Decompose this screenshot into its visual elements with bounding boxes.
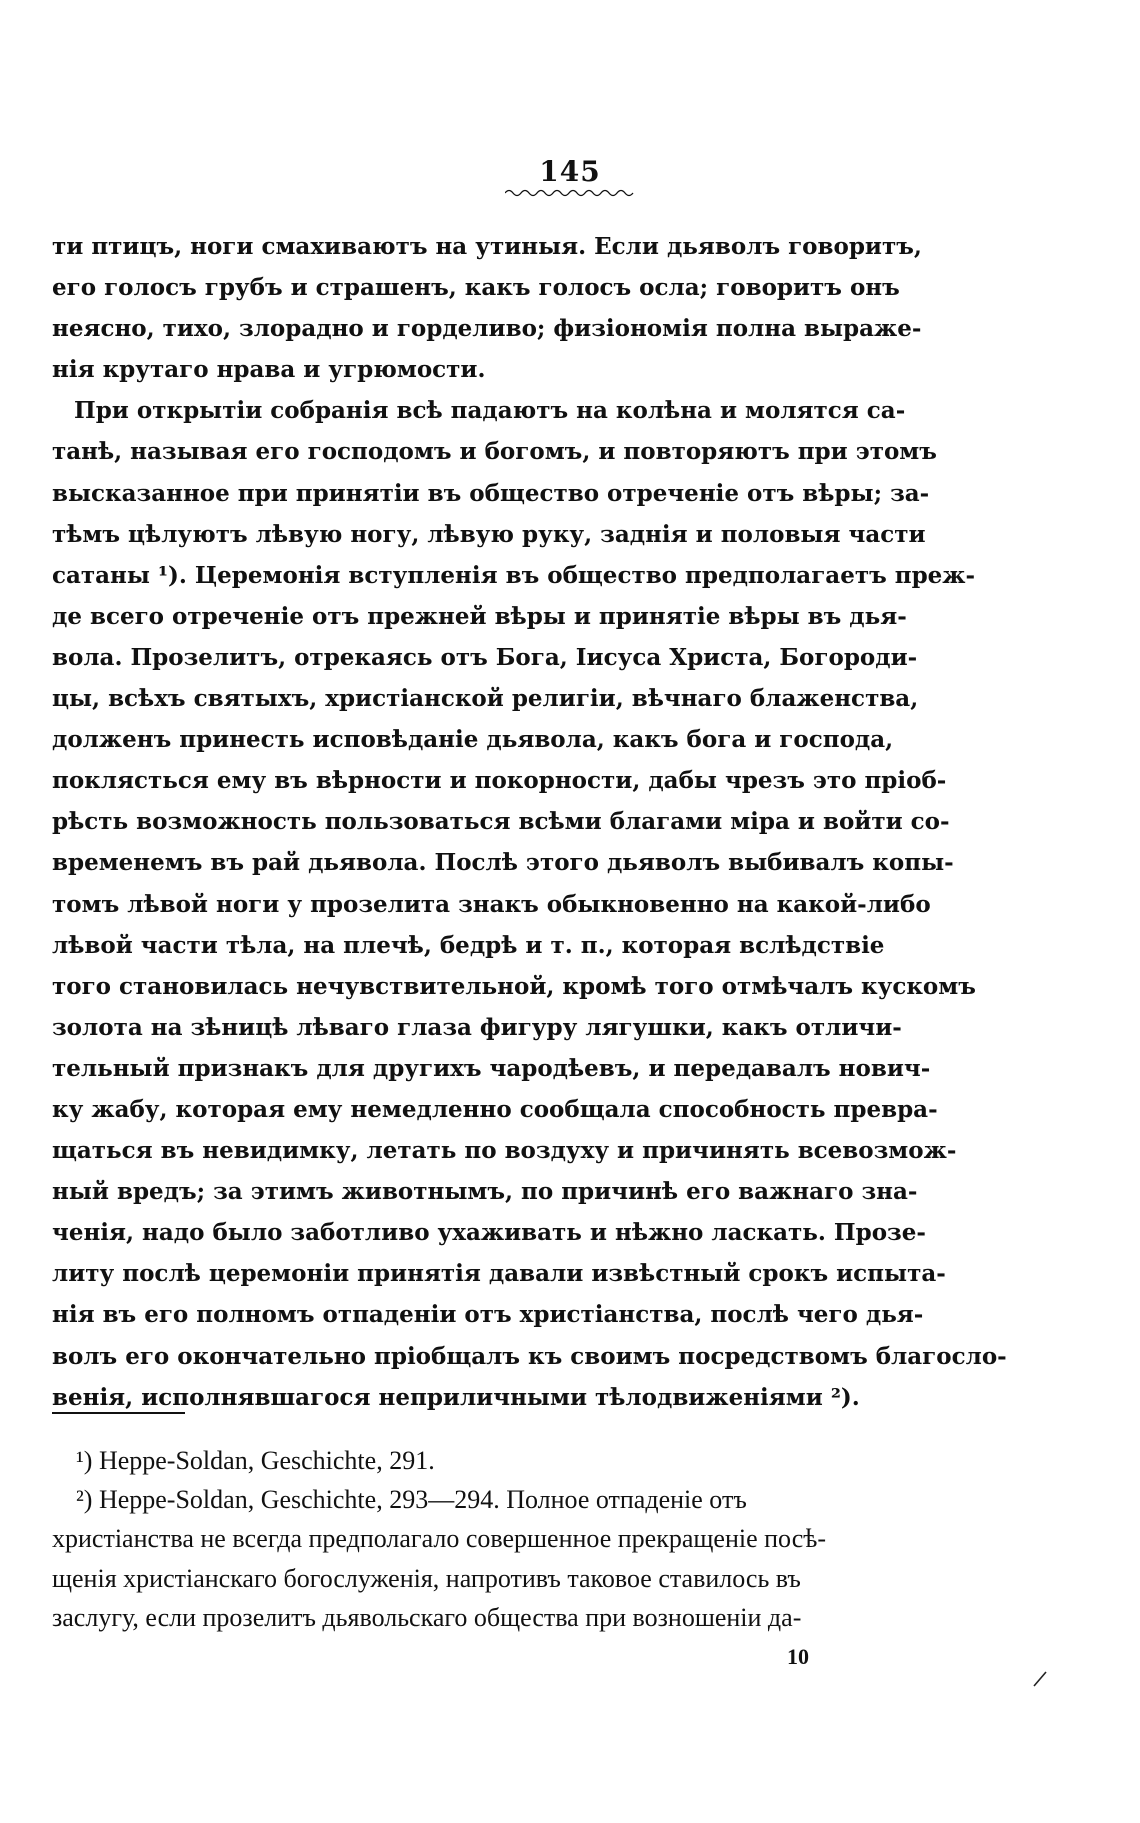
text-line: ку жабу, которая ему немедленно сообщала способность превра- bbox=[52, 1095, 938, 1123]
text-line: томъ лѣвой ноги у прозелита знакъ обыкновенно на какой-либо bbox=[52, 890, 931, 918]
page-header bbox=[0, 155, 1140, 198]
page-number: 145 bbox=[539, 155, 601, 188]
main-text bbox=[52, 226, 1007, 1418]
text-line: золота на зѣницѣ лѣваго глаза фигуру лягушки, какъ отличи- bbox=[52, 1013, 902, 1041]
text-line: сатаны ¹). Церемонія вступленія въ общество предполагаетъ преж- bbox=[52, 561, 976, 589]
text-line: цы, всѣхъ святыхъ, христіанской религіи, вѣчнаго блаженства, bbox=[52, 685, 919, 713]
text-line: ный вредъ; за этимъ животнымъ, по причинѣ его важнаго зна- bbox=[52, 1178, 918, 1206]
text-line: поклясться ему въ вѣрности и покорности, дабы чрезъ это пріоб- bbox=[52, 767, 947, 795]
footnote-separator bbox=[52, 1412, 185, 1414]
text-line: нія крутаго нрава и угрюмости. bbox=[52, 356, 486, 384]
footnotes bbox=[52, 1441, 860, 1676]
text-line: долженъ принесть исповѣданіе дьявола, какъ бога и господа, bbox=[52, 726, 894, 754]
text-line: нія въ его полномъ отпаденіи отъ христіанства, послѣ чего дья- bbox=[52, 1301, 924, 1329]
text-line: щаться въ невидимку, летать по воздуху и причинять всевозмож- bbox=[52, 1137, 957, 1165]
text-line: тѣмъ цѣлуютъ лѣвую ногу, лѣвую руку, заднія и половыя части bbox=[52, 520, 926, 548]
footnote-line: щенія христіанскаго богослуженія, напротивъ таковое ставилось въ bbox=[52, 1563, 801, 1593]
text-line: того становилась нечувствительной, кромѣ того отмѣчалъ кускомъ bbox=[52, 972, 976, 1000]
text-line: неясно, тихо, злорадно и горделиво; физіономія полна выраже- bbox=[52, 315, 922, 343]
pen-stroke-mark bbox=[1032, 1670, 1048, 1688]
text-line: ченія, надо было заботливо ухаживать и нѣжно ласкать. Прозе- bbox=[52, 1219, 926, 1247]
text-line: При открытіи собранія всѣ падаютъ на колѣна и молятся са- bbox=[74, 397, 906, 425]
footnote-line: заслугу, если прозелитъ дьявольскаго общества при возношеніи да- bbox=[52, 1602, 802, 1632]
text-line: де всего отреченіе отъ прежней вѣры и принятіе вѣры въ дья- bbox=[52, 602, 907, 630]
text-line: временемъ въ рай дьявола. Послѣ этого дьяволъ выбивалъ копы- bbox=[52, 849, 954, 877]
footnote-line: ²) Heppe-Soldan, Geschichte, 293—294. Полное отпаденіе отъ bbox=[76, 1485, 747, 1515]
text-line: его голосъ грубъ и страшенъ, какъ голосъ осла; говоритъ онъ bbox=[52, 274, 900, 302]
text-line: тельный признакъ для другихъ чародѣевъ, и передавалъ нович- bbox=[52, 1054, 931, 1082]
text-line: высказанное при принятіи въ общество отреченіе отъ вѣры; за- bbox=[52, 479, 930, 507]
wavy-rule-ornament bbox=[505, 188, 635, 198]
text-line: рѣсть возможность пользоваться всѣми благами міра и войти со- bbox=[52, 808, 950, 836]
text-line: ти птицъ, ноги смахиваютъ на утиныя. Если дьяволъ говоритъ, bbox=[52, 233, 922, 260]
footnote-line: ¹) Heppe-Soldan, Geschichte, 291. bbox=[76, 1446, 435, 1475]
text-line: волъ его окончательно пріобщалъ къ своимъ посредствомъ благосло- bbox=[52, 1342, 1007, 1370]
text-line: литу послѣ церемоніи принятія давали извѣстный срокъ испыта- bbox=[52, 1260, 946, 1288]
signature-mark: 10 bbox=[787, 1644, 809, 1670]
text-line: вола. Прозелитъ, отрекаясь отъ Бога, Іисуса Христа, Богороди- bbox=[52, 643, 918, 671]
text-line: лѣвой части тѣла, на плечѣ, бедрѣ и т. п., которая вслѣдствіе bbox=[52, 931, 885, 959]
text-line: венія, исполнявшагося неприличными тѣлодвиженіями ²). bbox=[52, 1383, 860, 1411]
text-line: танѣ, называя его господомъ и богомъ, и повторяютъ при этомъ bbox=[52, 438, 937, 466]
footnote-line: христіанства не всегда предполагало совершенное прекращеніе посѣ- bbox=[52, 1524, 827, 1554]
